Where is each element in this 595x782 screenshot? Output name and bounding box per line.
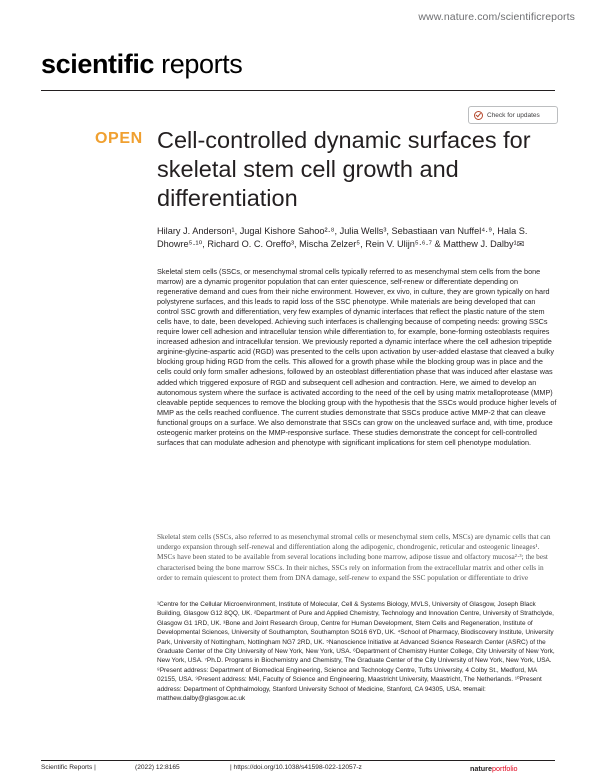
footer-divider (41, 760, 555, 761)
author-list: Hilary J. Anderson¹, Jugal Kishore Sahoo²·⁸, Julia Wells³, Sebastiaan van Nuffel⁴·⁹, Hala S. Dhowre⁵·¹⁰, Richard O. C. Oreffo³, Mischa Zelzer⁵, Rein V. Ulijn⁵·⁶·⁷ & Matthew J. Dalby¹✉ (157, 226, 528, 249)
footer-citation: (2022) 12:8165 (135, 764, 180, 771)
open-access-label: OPEN (95, 130, 143, 147)
logo-word-scientific: scientific (41, 49, 155, 79)
publisher-logo-nature: nature (470, 764, 492, 773)
journal-logo[interactable] (41, 49, 242, 80)
check-for-updates-button[interactable] (468, 106, 558, 124)
affiliations: ¹Centre for the Cellular Microenvironment, Institute of Molecular, Cell & Systems Biology, MVLS, University of Glasgow, Joseph Black Building, Glasgow G12 8QQ, UK. ²Department of Pure and Applied Chemistry, Technology and Innovation Centre, University of Strathclyde, Glasgow G1 1RD, UK. ³Bone and Joint Research Group, Centre for Human Development, Stem Cells and Regeneration, Institute of Developmental Sciences, University of Southampton, Southampton SO16 6YD, UK. ⁴School of Pharmacy, Biodiscovery Institute, University Park, University of Nottingham, Nottingham NG7 2RD, UK. ⁵Nanoscience Initiative at Advanced Science Research Center (ASRC) of the Graduate Center of the City University of New York, New York, USA. ⁶Department of Chemistry Hunter College, City University of New York, New York, USA. ⁷Ph.D. Programs in Biochemistry and Chemistry, The Graduate Center of the City University of New York, New York, USA. ⁸Present address: Department of Biomedical Engineering, Science and Technology Centre, Tufts University, 4 Colby St., Medford, MA 02155, USA. ⁹Present address: M4I, Faculty of Science and Engineering, Maastricht University, Maastricht, The Netherlands. ¹⁰Present address: Department of Ophthalmology, Stanford University School of Medicine, Stanford, CA 94305, USA. ✉email: matthew.dalby@glasgow.ac.uk (157, 601, 555, 703)
check-for-updates-label: Check for updates (487, 111, 540, 119)
publisher-logo (470, 764, 518, 773)
header-divider (41, 90, 555, 91)
article-title: Cell-controlled dynamic surfaces for skeletal stem cell growth and differentiation (157, 127, 531, 211)
check-icon (474, 111, 483, 120)
logo-word-reports: reports (154, 49, 243, 79)
abstract: Skeletal stem cells (SSCs, or mesenchymal stromal cells typically referred to as mesenchymal stem cells from the bone marrow) are a dynamic progenitor population that can enter quiescence, self-renew or differentiate depending on regenerative demand and cues from their niche environment. However, ex vivo, in culture, they are grown typically on hard polystyrene surfaces, and this leads to rapid loss of the SSC phenotype. While materials are being developed that can control SSC growth and differentiation, very few examples of dynamic interfaces that reflect the plastic nature of the stem cells have, to date, been developed. Achieving such interfaces is challenging because of competing needs: growing SSCs require lower cell adhesion and intracellular tension while differentiation to, for example, bone-forming osteoblasts requires increased adhesion and intracellular tension. We previously reported a dynamic interface where the cell adhesion tripeptide arginine-glycine-aspartic acid (RGD) was presented to the cells upon activation by user-added elastase that cleaved a bulky blocking group hiding RGD from the cells. This allowed for a growth phase while the blocking group was in place and the cells could only form smaller adhesions, followed by an osteoblast differentiation phase that was induced after elastase was added which triggered exposure of RGD and subsequent cell adhesion and contraction. Here, we aimed to develop an autonomous system where the surface is activated according to the need of the cell by using matrix metalloprotease (MMP) cleavable peptide sequences to remove the blocking group with the hypothesis that the SSCs would produce higher levels of MMP as the cells reached confluence. The current studies demonstrate that SSCs produce active MMP-2 that can cleave functional groups on a surface. We also demonstrate that SSCs can grow on the uncleaved surface and, with time, produce osteogenic marker proteins on the MMP-responsive surface. These studies demonstrate the concept for cell-controlled surfaces that can modulate adhesion and phenotype with significant implications for stem cell phenotype modulation. (157, 267, 557, 447)
footer-journal-name: Scientific Reports | (41, 764, 96, 771)
introduction-paragraph: Skeletal stem cells (SSCs, also referred to as mesenchymal stromal cells or mesenchymal stem cells, MSCs) are dynamic cells that can undergo expansion through self-renewal and differentiation along the adipogenic, chondrogenic, reticular and osteogenic lineages¹. MSCs have been stated to be available from several locations including bone marrow, adipose tissue and olfactory mucosa²·³; the best characterised being the bone marrow SSCs. In their niches, SSCs rely on information from the extracellular matrix and other cells in order to remain quiescent to protect them from DNA damage, self-renew to expand the SSC population or differentiate to drive (157, 532, 551, 582)
footer-doi-link[interactable]: | https://doi.org/10.1038/s41598-022-12057-z (230, 764, 362, 771)
publisher-logo-portfolio: portfolio (491, 764, 518, 773)
journal-url[interactable]: www.nature.com/scientificreports (418, 11, 575, 23)
